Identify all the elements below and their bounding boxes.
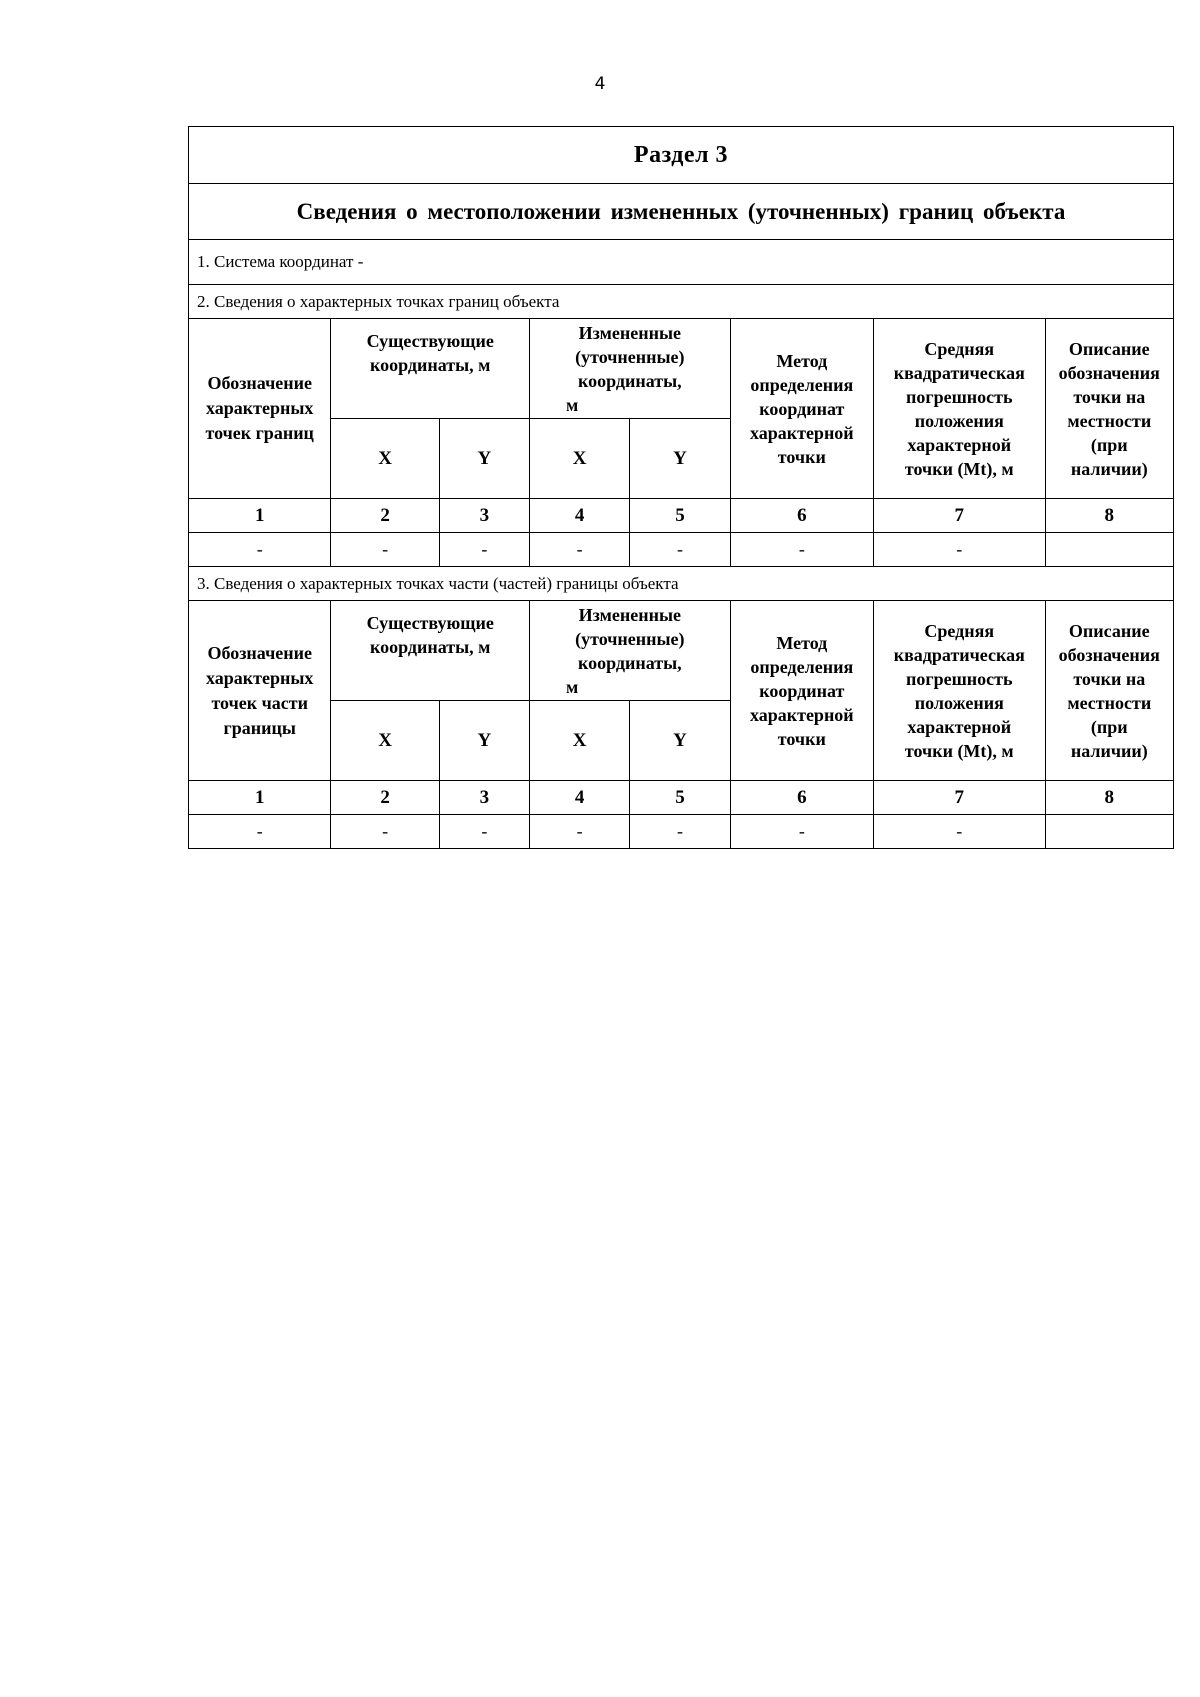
header-line: координаты, м <box>369 637 491 657</box>
header-line: квадратическая <box>893 362 1025 383</box>
header-line: точек границ <box>205 423 314 443</box>
table2-col-designation-header <box>189 601 331 781</box>
page-number: 4 <box>594 74 606 94</box>
header-line: определения <box>750 656 854 677</box>
header-line: характерной <box>907 434 1012 455</box>
header-line: границы <box>223 717 296 738</box>
table1-existing-coords-header <box>331 319 530 419</box>
header-line: местности <box>1067 692 1152 713</box>
table1-col-designation-header <box>189 319 331 499</box>
column-number: 3 <box>439 781 529 815</box>
column-number: 2 <box>331 781 439 815</box>
header-line: обозначения <box>1058 362 1160 383</box>
header-line: Описание <box>1068 338 1150 359</box>
table-cell: - <box>530 815 630 849</box>
table-cell: - <box>331 533 439 567</box>
header-line: точки <box>777 728 826 749</box>
header-line: координат <box>759 398 845 419</box>
header-line: точки на <box>1073 386 1146 407</box>
table-cell: - <box>439 533 529 567</box>
table-cell: - <box>189 815 331 849</box>
header-line: квадратическая <box>893 644 1025 665</box>
column-number: 6 <box>730 499 873 533</box>
header-line: Обозначение <box>207 642 312 663</box>
table1-description-header <box>1045 319 1173 499</box>
header-line: Существующие <box>366 613 494 633</box>
table-cell <box>1045 533 1173 567</box>
header-line: координат <box>759 680 845 701</box>
table2-data-row <box>189 815 1174 849</box>
header-line: Существующие <box>366 331 494 351</box>
table-cell: - <box>331 815 439 849</box>
header-line: погрешность <box>906 386 1013 407</box>
table1-number-row <box>189 499 1174 533</box>
table-cell: - <box>530 533 630 567</box>
table2-existing-coords-header <box>331 601 530 701</box>
column-number: 4 <box>530 781 630 815</box>
header-line: точки <box>777 446 826 467</box>
column-number: 1 <box>189 499 331 533</box>
column-number: 3 <box>439 499 529 533</box>
table1-changed-y-header: Y <box>630 419 730 499</box>
header-line: Метод <box>776 350 828 371</box>
header-line: характерных <box>206 398 314 418</box>
header-line: характерной <box>749 422 854 443</box>
header-line: Средняя <box>924 338 995 359</box>
table1-existing-y-header: Y <box>439 419 529 499</box>
header-line: м <box>566 677 579 697</box>
table-cell: - <box>730 815 873 849</box>
column-number: 6 <box>730 781 873 815</box>
header-line: точки (Mt), м <box>904 740 1014 761</box>
header-line: Измененные <box>578 605 681 625</box>
table2-number-row <box>189 781 1174 815</box>
header-line: (при <box>1090 716 1128 737</box>
header-line: Обозначение <box>207 373 312 393</box>
column-number: 8 <box>1045 781 1173 815</box>
section-subtitle: Сведения о местоположении измененных (уточненных) границ объекта <box>189 184 1174 240</box>
table-cell <box>1045 815 1173 849</box>
header-line: координаты, м <box>369 355 491 375</box>
header-line: координаты, <box>577 371 682 391</box>
header-line: Средняя <box>924 620 995 641</box>
table1-error-header <box>874 319 1046 499</box>
table2-changed-coords-header <box>530 601 731 701</box>
table2-changed-x-header: X <box>530 701 630 781</box>
table2-existing-y-header: Y <box>439 701 529 781</box>
table1-existing-x-header: X <box>331 419 439 499</box>
header-line: (уточненные) <box>575 347 685 367</box>
table-cell: - <box>439 815 529 849</box>
header-line: местности <box>1067 410 1152 431</box>
table2-method-header <box>730 601 873 781</box>
header-line: положения <box>914 692 1004 713</box>
header-line: Измененные <box>578 323 681 343</box>
header-line: точки на <box>1073 668 1146 689</box>
table1-changed-x-header: X <box>530 419 630 499</box>
table2-error-header <box>874 601 1046 781</box>
table1-data-row <box>189 533 1174 567</box>
header-line: наличии) <box>1070 458 1148 479</box>
table2-caption: 3. Сведения о характерных точках части (частей) границы объекта <box>189 567 1174 601</box>
section-title-text: Раздел 3 <box>633 141 729 168</box>
header-line: наличии) <box>1070 740 1148 761</box>
header-line: положения <box>914 410 1004 431</box>
section-3-table <box>188 126 1174 849</box>
header-line: характерной <box>749 704 854 725</box>
table-cell: - <box>874 815 1046 849</box>
table2-changed-y-header: Y <box>630 701 730 781</box>
header-line: обозначения <box>1058 644 1160 665</box>
column-number: 2 <box>331 499 439 533</box>
header-line: определения <box>750 374 854 395</box>
header-line: (уточненные) <box>575 629 685 649</box>
table-cell: - <box>630 533 730 567</box>
table-cell: - <box>630 815 730 849</box>
column-number: 7 <box>874 499 1046 533</box>
column-number: 5 <box>630 781 730 815</box>
table-cell: - <box>189 533 331 567</box>
header-line: погрешность <box>906 668 1013 689</box>
table-cell: - <box>874 533 1046 567</box>
section-title <box>189 127 1174 184</box>
table1-changed-coords-header <box>530 319 731 419</box>
column-number: 1 <box>189 781 331 815</box>
table2-description-header <box>1045 601 1173 781</box>
header-line: координаты, <box>577 653 682 673</box>
column-number: 5 <box>630 499 730 533</box>
table1-method-header <box>730 319 873 499</box>
column-number: 8 <box>1045 499 1173 533</box>
table2-existing-x-header: X <box>331 701 439 781</box>
header-line: характерной <box>907 716 1012 737</box>
header-line: характерных <box>206 667 314 688</box>
header-line: точки (Mt), м <box>904 458 1014 479</box>
header-line: точек части <box>211 692 308 713</box>
table1-caption: 2. Сведения о характерных точках границ объекта <box>189 285 1174 319</box>
table-cell: - <box>730 533 873 567</box>
header-line: Метод <box>776 632 828 653</box>
coordinate-system-line: 1. Система координат - <box>189 240 1174 285</box>
header-line: Описание <box>1068 620 1150 641</box>
column-number: 4 <box>530 499 630 533</box>
column-number: 7 <box>874 781 1046 815</box>
header-line: (при <box>1090 434 1128 455</box>
header-line: м <box>566 395 579 415</box>
